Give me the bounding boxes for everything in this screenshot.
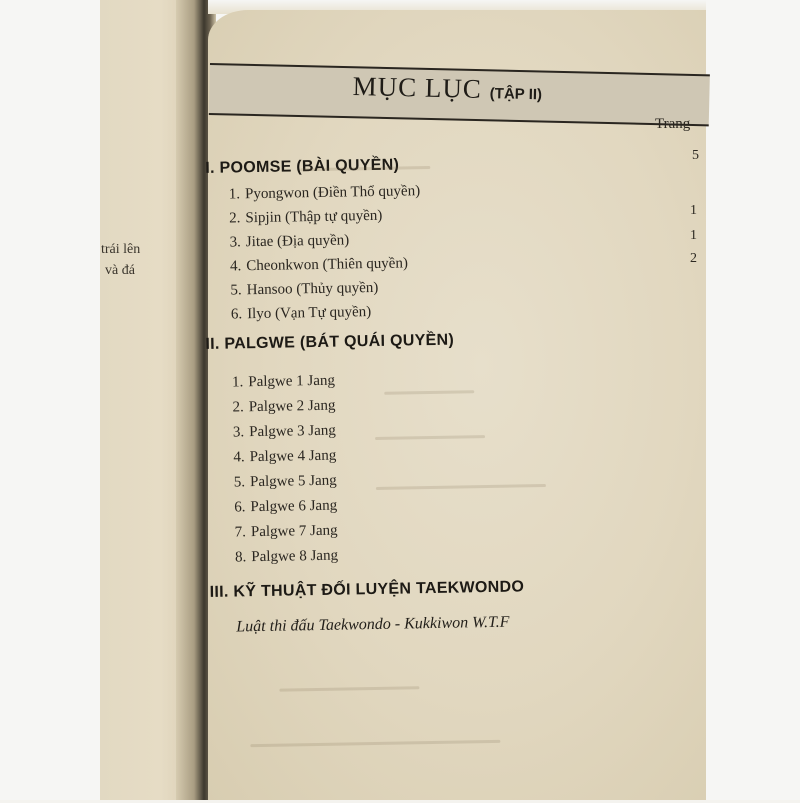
page-title: MỤC LỤC <box>352 71 483 104</box>
left-page-text-line: trái lên <box>101 242 141 257</box>
entry-number: 8. <box>234 549 247 566</box>
toc-entry <box>233 423 336 442</box>
entry-number: 5. <box>230 282 242 299</box>
entry-text: Palgwe 2 Jang <box>248 397 336 416</box>
entry-text: Palgwe 5 Jang <box>249 472 337 491</box>
left-page-text-line: và đá <box>105 263 135 278</box>
entry-text: Palgwe 4 Jang <box>249 447 337 466</box>
toc-entry <box>231 304 372 323</box>
toc-entry <box>233 448 336 467</box>
entry-number: 3. <box>229 234 242 251</box>
entry-number: 2. <box>229 210 241 227</box>
toc-entry <box>230 255 408 275</box>
entry-text: Cheonkwon (Thiên quyền) <box>246 255 409 275</box>
page-number: 2 <box>690 251 697 266</box>
toc-entry <box>232 398 335 417</box>
toc-entry <box>229 208 382 228</box>
toc-entry <box>234 498 337 517</box>
entry-text: Palgwe 1 Jang <box>248 372 336 391</box>
entry-text: Sipjin (Thập tự quyền) <box>245 207 383 227</box>
page-number: 1 <box>690 203 697 218</box>
section-heading: II. PALGWE (BÁT QUÁI QUYỀN) <box>205 331 455 353</box>
entry-text: Pyongwon (Điền Thổ quyền) <box>244 183 421 203</box>
entry-text: Jitae (Địa quyền) <box>245 232 350 251</box>
entry-number: 7. <box>234 524 247 541</box>
entry-number: 3. <box>232 424 245 441</box>
toc-entry <box>235 523 338 542</box>
toc-entry <box>235 548 338 567</box>
entry-number: 1. <box>231 374 244 391</box>
entry-text: Hansoo (Thủy quyền) <box>246 279 379 299</box>
toc-entry <box>229 183 421 203</box>
entry-number: 1. <box>228 186 241 203</box>
entry-number: 5. <box>233 474 246 491</box>
section-note: Luật thi đấu Taekwondo - Kukkiwon W.T.F <box>236 613 510 636</box>
page-column-label: Trang <box>655 116 691 132</box>
entry-text: Palgwe 3 Jang <box>249 422 336 441</box>
entry-text: Ilyo (Vạn Tự quyền) <box>246 304 372 323</box>
bleed-through-mark <box>376 484 546 490</box>
page-number: 1 <box>690 228 697 243</box>
toc-entry <box>229 232 349 251</box>
toc-entry <box>234 473 337 492</box>
bleed-through-mark <box>375 435 485 440</box>
bleed-through-mark <box>279 686 419 691</box>
section-heading: I. POOMSE (BÀI QUYỀN) <box>205 156 400 177</box>
toc-entry <box>230 280 378 300</box>
page-number: 5 <box>692 148 699 163</box>
entry-text: Palgwe 6 Jang <box>250 497 338 516</box>
entry-text: Palgwe 7 Jang <box>250 522 338 541</box>
entry-number: 6. <box>230 306 243 323</box>
entry-number: 2. <box>232 399 244 416</box>
entry-text: Palgwe 8 Jang <box>251 547 339 566</box>
bleed-through-mark <box>384 390 474 395</box>
entry-number: 4. <box>233 449 245 466</box>
page-subtitle: (TẬP II) <box>489 85 543 104</box>
toc-entry <box>232 373 335 392</box>
section-heading: III. KỸ THUẬT ĐỐI LUYỆN TAEKWONDO <box>209 578 525 601</box>
entry-number: 4. <box>229 258 242 275</box>
entry-number: 6. <box>234 499 246 516</box>
bleed-through-mark <box>250 740 500 747</box>
